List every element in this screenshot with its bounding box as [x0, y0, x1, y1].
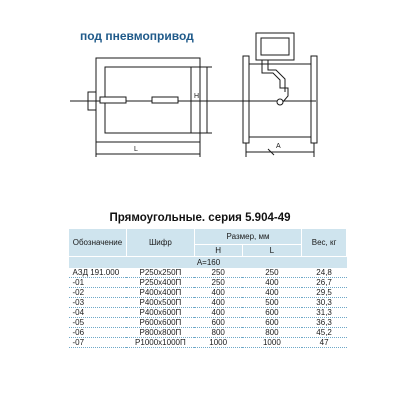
cell-designation: -05	[69, 318, 127, 328]
table-row	[69, 308, 347, 318]
cell-weight: 30,3	[302, 298, 347, 308]
col-weight: Вес, кг	[302, 229, 347, 257]
cell-h: 400	[194, 308, 242, 318]
group-label: А=160	[69, 257, 347, 269]
col-designation: Обозначение	[69, 229, 127, 257]
cell-l: 800	[242, 328, 302, 338]
cell-code: Р600х600П	[126, 318, 194, 328]
cell-weight: 24,8	[302, 268, 347, 278]
col-l: L	[242, 245, 302, 257]
dim-l-label: L	[134, 146, 138, 153]
cell-weight: 36,3	[302, 318, 347, 328]
dim-h-label: H	[194, 93, 200, 100]
cell-code: Р800х800П	[126, 328, 194, 338]
table-row	[69, 328, 347, 338]
cell-l: 400	[242, 278, 302, 288]
table-row	[69, 278, 347, 288]
cell-designation: -03	[69, 298, 127, 308]
cell-code: Р400х500П	[126, 298, 194, 308]
front-view-blade-left	[100, 97, 126, 103]
cell-l: 1000	[242, 338, 302, 348]
table-title: Прямоугольные. серия 5.904-49	[109, 212, 291, 224]
table-row	[69, 318, 347, 328]
cell-code: Р250х400П	[126, 278, 194, 288]
cell-h: 1000	[194, 338, 242, 348]
col-code: Шифр	[126, 229, 194, 257]
actuator-box	[256, 33, 294, 60]
front-view-blade-right	[152, 97, 178, 103]
table-row	[69, 268, 347, 278]
drawing-heading: под пневмопривод	[80, 29, 194, 43]
cell-l: 600	[242, 308, 302, 318]
cell-h: 400	[194, 288, 242, 298]
cell-code: Р400х400П	[126, 288, 194, 298]
cell-h: 800	[194, 328, 242, 338]
cell-weight: 29,5	[302, 288, 347, 298]
cell-l: 400	[242, 288, 302, 298]
cell-code: Р400х600П	[126, 308, 194, 318]
cell-designation: -02	[69, 288, 127, 298]
cell-l: 250	[242, 268, 302, 278]
dim-a-label: A	[276, 143, 281, 150]
cell-code: Р250х250П	[126, 268, 194, 278]
col-size: Размер, мм	[194, 229, 301, 245]
cell-designation: -04	[69, 308, 127, 318]
actuator-pivot	[277, 99, 283, 105]
cell-code: Р1000х1000П	[126, 338, 194, 348]
side-view-flange-left	[243, 56, 249, 143]
cell-h: 250	[194, 278, 242, 288]
table-row	[69, 338, 347, 348]
cell-l: 600	[242, 318, 302, 328]
cell-designation: -06	[69, 328, 127, 338]
cell-h: 250	[194, 268, 242, 278]
cell-h: 600	[194, 318, 242, 328]
cell-weight: 45,2	[302, 328, 347, 338]
cell-l: 500	[242, 298, 302, 308]
cell-weight: 31,3	[302, 308, 347, 318]
cell-weight: 47	[302, 338, 347, 348]
cell-h: 400	[194, 298, 242, 308]
cell-designation: -07	[69, 338, 127, 348]
spec-table	[68, 228, 347, 348]
cell-designation: АЗД 191.000	[69, 268, 127, 278]
side-view-flange-right	[311, 56, 317, 143]
actuator-box-inner	[261, 38, 289, 55]
table-row	[69, 288, 347, 298]
col-h: H	[194, 245, 242, 257]
actuator-linkage	[262, 60, 288, 103]
table-row	[69, 298, 347, 308]
cell-weight: 26,7	[302, 278, 347, 288]
cell-designation: -01	[69, 278, 127, 288]
